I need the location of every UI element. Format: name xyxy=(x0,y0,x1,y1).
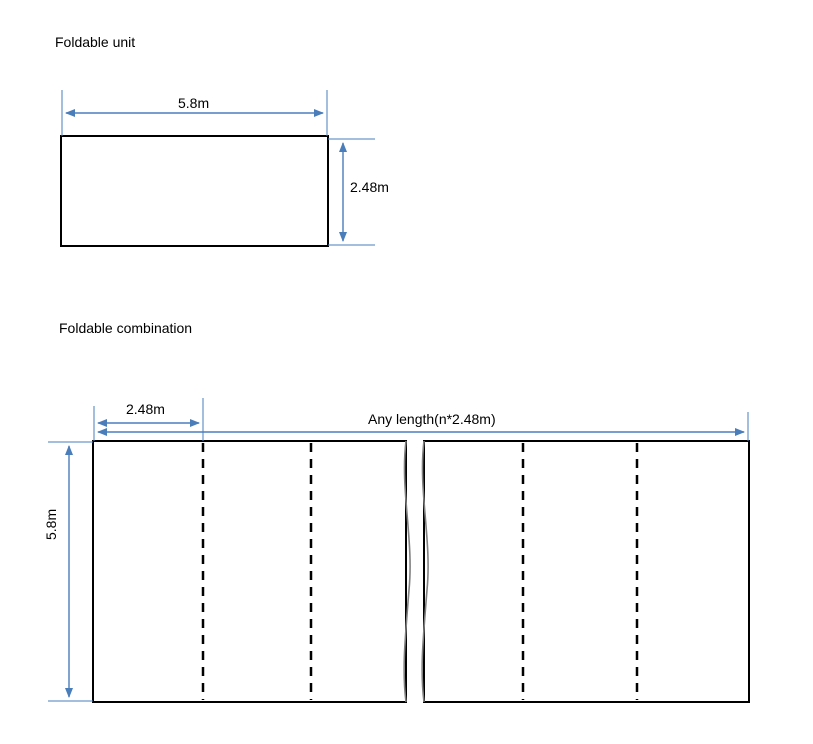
unit-rectangle xyxy=(61,136,328,246)
dimension-label-unit-height: 2.48m xyxy=(350,179,389,195)
dimension-label-panel-width: 2.48m xyxy=(126,401,165,417)
dimension-label-unit-width: 5.8m xyxy=(178,95,210,111)
combination-left-panel-group xyxy=(93,441,406,702)
section-title-foldable-unit: Foldable unit xyxy=(55,34,136,50)
section-title-foldable-combination: Foldable combination xyxy=(59,320,193,336)
dimension-label-total-length: Any length(n*2.48m) xyxy=(368,411,496,427)
combination-right-panel-group xyxy=(424,441,749,702)
dimension-label-combination-height: 5.8m xyxy=(43,508,59,540)
